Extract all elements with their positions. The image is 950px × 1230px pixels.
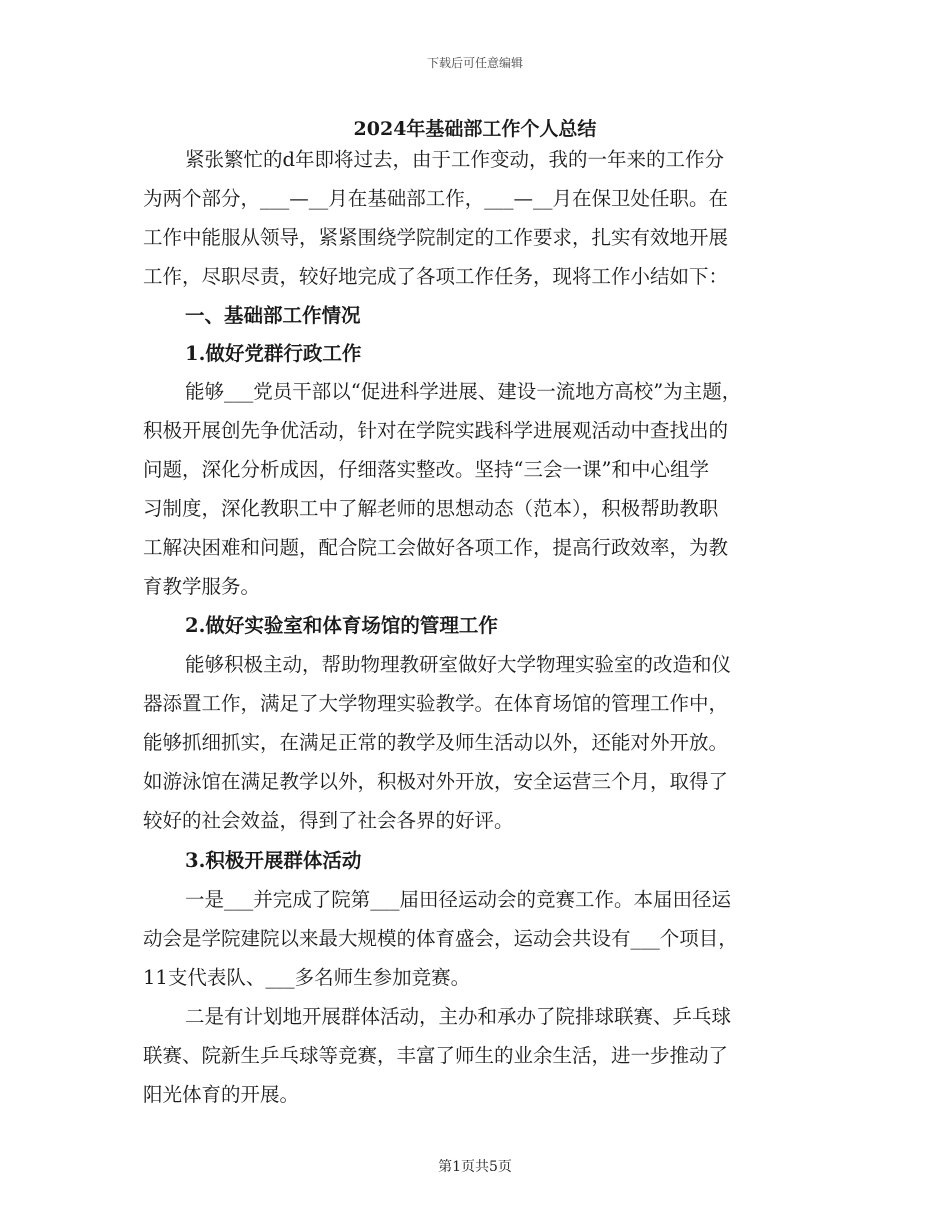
- paragraph-line: 工解决困难和问题，配合院工会做好各项工作，提高行政效率，为教: [143, 536, 729, 559]
- paragraph-line: 较好的社会效益，得到了社会各界的好评。: [143, 809, 514, 832]
- paragraph-line: 能够抓细抓实，在满足正常的教学及师生活动以外，还能对外开放。: [143, 731, 729, 754]
- header-note: 下载后可任意编辑: [426, 56, 523, 70]
- paragraph-line: 习制度，深化教职工中了解老师的思想动态（范本），积极帮助教职: [143, 497, 719, 520]
- paragraph-line: 11支代表队、___多名师生参加竞赛。: [143, 966, 471, 989]
- subsection-heading: 1.做好党群行政工作: [185, 342, 362, 365]
- paragraph-line: 一是___并完成了院第___届田径运动会的竞赛工作。本届田径运: [185, 888, 732, 911]
- paragraph-line: 工作，尽职尽责，较好地完成了各项工作任务，现将工作小结如下：: [143, 265, 729, 288]
- paragraph-line: 工作中能服从领导，紧紧围绕学院制定的工作要求，扎实有效地开展: [143, 226, 729, 249]
- paragraph-line: 联赛、院新生乒乓球等竞赛，丰富了师生的业余生活，进一步推动了: [143, 1044, 729, 1067]
- paragraph-line: 动会是学院建院以来最大规模的体育盛会，运动会共设有___个项目，: [143, 927, 738, 950]
- paragraph-line: 能够___党员干部以“促进科学进展、建设一流地方高校”为主题，: [185, 380, 742, 403]
- paragraph-line: 育教学服务。: [143, 575, 261, 598]
- section-heading: 一、基础部工作情况: [185, 304, 361, 327]
- paragraph-line: 问题，深化分析成因，仔细落实整改。坚持“三会一课”和中心组学: [143, 458, 709, 481]
- paragraph-line: 能够积极主动，帮助物理教研室做好大学物理实验室的改造和仪: [185, 653, 732, 676]
- paragraph-line: 积极开展创先争优活动，针对在学院实践科学进展观活动中查找出的: [143, 419, 729, 442]
- subsection-heading: 3.积极开展群体活动: [185, 849, 362, 872]
- paragraph-line: 器添置工作，满足了大学物理实验教学。在体育场馆的管理工作中，: [143, 692, 729, 715]
- paragraph-line: 为两个部分，___—__月在基础部工作，___—__月在保卫处任职。在: [143, 187, 729, 210]
- paragraph-line: 阳光体育的开展。: [143, 1083, 300, 1106]
- paragraph-line: 如游泳馆在满足教学以外，积极对外开放，安全运营三个月，取得了: [143, 770, 729, 793]
- subsection-heading: 2.做好实验室和体育场馆的管理工作: [185, 614, 498, 637]
- paragraph-line: 紧张繁忙的d年即将过去，由于工作变动，我的一年来的工作分: [185, 148, 724, 171]
- page-footer: 第1页共5页: [438, 1159, 512, 1175]
- document-title: 2024年基础部工作个人总结: [353, 118, 597, 140]
- paragraph-line: 二是有计划地开展群体活动，主办和承办了院排球联赛、乒乓球: [185, 1005, 732, 1028]
